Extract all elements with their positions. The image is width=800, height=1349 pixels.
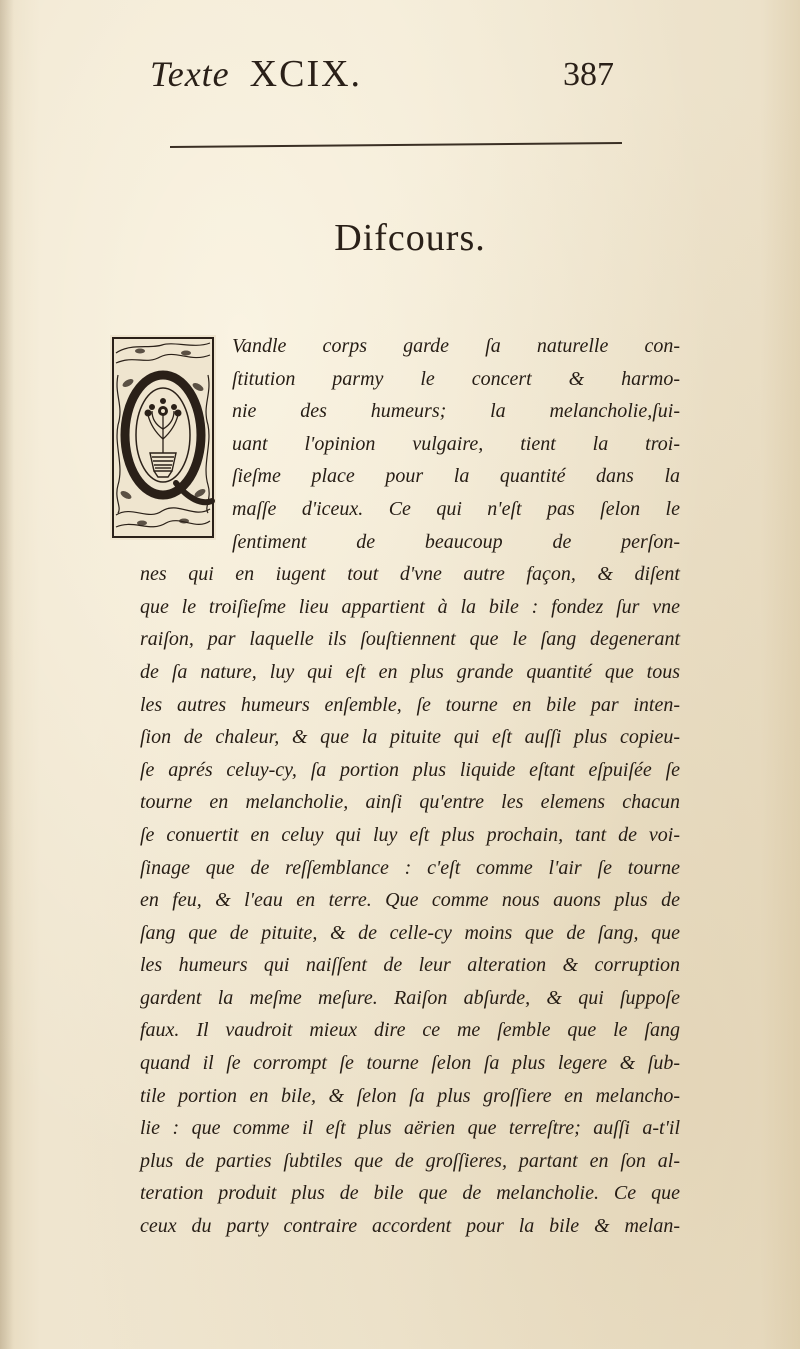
body-text: [140, 330, 680, 1243]
text-line: les humeurs qui naiſſent de leur alteration & corruption: [140, 954, 680, 977]
running-number: XCIX.: [249, 53, 363, 95]
header-rule: [170, 142, 622, 148]
text-line: quand il ſe corrompt ſe tourne ſelon ſa plus legere & ſub-: [140, 1052, 680, 1075]
text-line: ſinage que de reſſemblance : c'eſt comme l'air ſe tourne: [140, 856, 680, 879]
text-line: tile portion en bile, & ſelon ſa plus groſſiere en melancho-: [140, 1084, 680, 1107]
text-line: lie : que comme il eſt plus aërien que terreſtre; auſſi a-t'il: [140, 1117, 680, 1140]
text-line: ceux du party contraire accordent pour la bile & melan-: [140, 1215, 680, 1238]
text-line: ſentiment de beaucoup de perſon-: [232, 530, 680, 553]
text-line: ſion de chaleur, & que la pituite qui eſt auſſi plus copieu-: [140, 726, 680, 749]
text-line: nie des humeurs; la melancholie,ſui-: [232, 400, 680, 423]
text-line: uant l'opinion vulgaire, tient la troi-: [232, 432, 680, 455]
text-line: ſe conuertit en celuy qui luy eſt plus prochain, tant de voi-: [140, 823, 680, 846]
text-line: les autres humeurs enſemble, ſe tourne en bile par inten-: [140, 693, 680, 716]
text-line: tourne en melancholie, ainſi qu'entre les elemens chacun: [140, 791, 680, 814]
text-line: faux. Il vaudroit mieux dire ce me ſemble que le ſang: [140, 1019, 680, 1042]
page-number: 387: [563, 56, 614, 93]
running-title: Texte: [150, 54, 230, 94]
text-line: gardent la meſme meſure. Raiſon abſurde, & qui ſuppoſe: [140, 986, 680, 1009]
text-line: maſſe d'iceux. Ce qui n'eſt pas ſelon le: [232, 497, 680, 520]
running-head: [150, 52, 362, 96]
text-line: que le troiſieſme lieu appartient à la bile : fondez ſur vne: [140, 595, 680, 618]
section-heading: Difcours.: [334, 217, 486, 259]
text-line: en feu, & l'eau en terre. Que comme nous auons plus de: [140, 889, 680, 912]
text-line: raiſon, par laquelle ils ſouſtiennent que le ſang degenerant: [140, 628, 680, 651]
text-line: plus de parties ſubtiles que de groſſieres, partant en ſon al-: [140, 1149, 680, 1172]
text-line: Vandle corps garde ſa naturelle con-: [232, 335, 680, 357]
text-line: de ſa nature, luy qui eſt en plus grande quantité que tous: [140, 660, 680, 683]
text-line: ſtitution parmy le concert & harmo-: [232, 367, 680, 390]
text-line: ſieſme place pour la quantité dans la: [232, 465, 680, 488]
text-line: ſang que de pituite, & de celle-cy moins que de ſang, que: [140, 921, 680, 944]
text-line: ſe aprés celuy-cy, ſa portion plus liquide eſtant eſpuiſée ſe: [140, 758, 680, 781]
text-line: nes qui en iugent tout d'vne autre façon, & diſent: [140, 563, 680, 586]
gutter-shadow: [0, 0, 14, 1349]
text-line: teration produit plus de bile que de melancholie. Ce que: [140, 1182, 680, 1205]
